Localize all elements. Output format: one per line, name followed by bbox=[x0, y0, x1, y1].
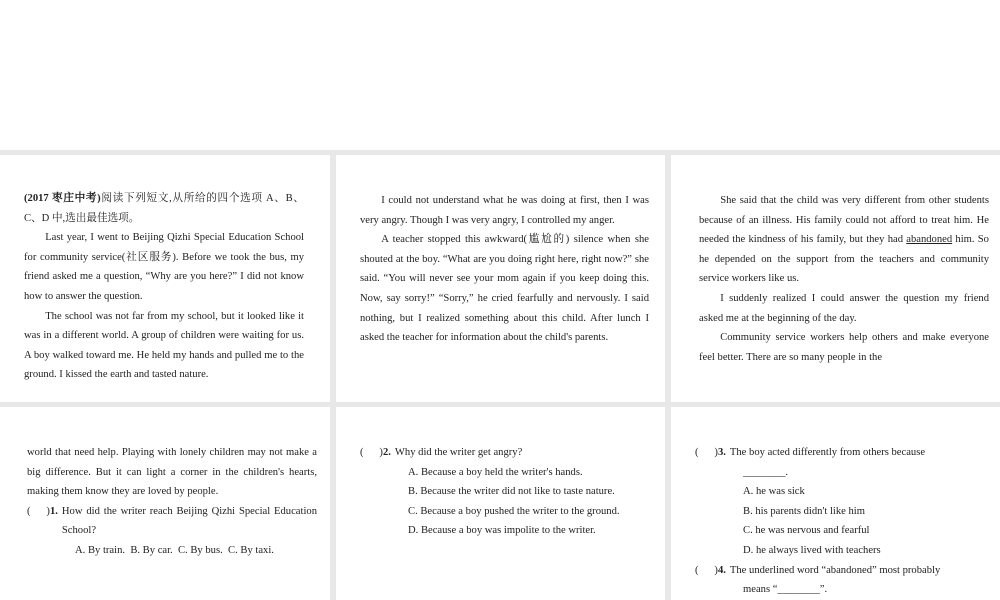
paragraph: I could not understand what he was doing at first, then I was very angry. Though I was very angry, I controlled my anger. bbox=[360, 195, 649, 226]
panel-question-2 bbox=[336, 407, 665, 600]
question-text: The underlined word “abandoned” most probably bbox=[729, 564, 941, 576]
text-segment: She said that the child was very different from other students because of an illness. His family could not afford to treat him. He needed the kindness of his family, but they had bbox=[699, 195, 989, 246]
answer-paren[interactable]: ( ) bbox=[360, 447, 383, 458]
question-number: 4. bbox=[717, 564, 726, 576]
paragraph: Last year, I went to Beijing Qizhi Special Education School for community service(社区服务). Before we took the bus, my friend asked me a question, “Why are you here?” I did not know how to answer the question. bbox=[24, 232, 304, 302]
paragraph: The school was not far from my school, but it looked like it was in a different world. A group of children were waiting for us. A boy walked toward me. He held my hands and pulled me to the ground. I kissed the earth and tasted nature. bbox=[24, 310, 304, 381]
question-number: 2. bbox=[382, 447, 391, 458]
passage-instruction bbox=[24, 189, 304, 228]
question-4 bbox=[695, 561, 986, 581]
paragraph: Community service workers help others and make everyone feel better. There are so many people in the bbox=[699, 332, 989, 363]
question-text: Why did the writer get angry? bbox=[394, 447, 523, 458]
panel-passage-end-q1 bbox=[0, 407, 330, 600]
paragraph: I suddenly realized I could answer the question my friend asked me at the beginning of the day. bbox=[699, 292, 989, 324]
exam-source: (2017 枣庄中考) bbox=[24, 193, 101, 204]
option-c: C. Because a boy pushed the writer to the ground. bbox=[408, 505, 620, 517]
option-c: C. he was nervous and fearful bbox=[743, 525, 870, 537]
paragraph bbox=[699, 191, 989, 289]
panel-passage-part2 bbox=[336, 155, 665, 402]
answer-paren[interactable]: ( ) bbox=[27, 505, 50, 517]
question-2 bbox=[360, 443, 649, 463]
option-b: B. Because the writer did not like to taste nature. bbox=[408, 486, 615, 498]
q4-continuation: means “________”. bbox=[743, 584, 828, 596]
instruction-text: 阅读下列短文,从所给的四个选项 A、B、C、D 中,选出最佳选项。 bbox=[24, 193, 304, 224]
question-1 bbox=[27, 502, 317, 541]
q3-blank: ________. bbox=[743, 466, 789, 478]
question-text: How did the writer reach Beijing Qizhi Special Education School? bbox=[61, 505, 317, 537]
panel-passage-part1 bbox=[0, 155, 330, 402]
answer-paren[interactable]: ( ) bbox=[695, 564, 718, 576]
option-d: D. Because a boy was impolite to the writer. bbox=[408, 525, 596, 537]
top-blank-area bbox=[0, 0, 1000, 150]
question-number: 3. bbox=[717, 447, 726, 458]
text-segment: him. So he depended on the support from the teachers and community service workers like us. bbox=[699, 234, 989, 285]
paragraph: A teacher stopped this awkward(尴尬的) silence when she shouted at the boy. “What are you doing right here, right now?” she said. “You will never see your mom again if you keep doing this. Now, say sorry!” “Sorry,” he cried fearfully and nervously. I said nothing, but I realized something about this child. After lunch I asked the teacher for information about the child's parents. bbox=[360, 234, 649, 344]
question-3 bbox=[695, 443, 986, 463]
paragraph: world that need help. Playing with lonely children may not make a big difference. But it can light a corner in the children's hearts, making them know they are loved by people. bbox=[27, 447, 317, 498]
option-d: D. he always lived with teachers bbox=[743, 544, 881, 556]
panel-questions-3-4 bbox=[671, 407, 1000, 600]
question-text: The boy acted differently from others because bbox=[729, 447, 926, 458]
answer-paren[interactable]: ( ) bbox=[695, 447, 718, 458]
underlined-word: abandoned bbox=[906, 234, 953, 246]
question-number: 1. bbox=[49, 505, 58, 517]
option-b: B. his parents didn't like him bbox=[743, 505, 865, 517]
q1-options: A. By train. B. By car. C. By bus. C. By taxi. bbox=[75, 544, 274, 556]
option-a: A. Because a boy held the writer's hands. bbox=[408, 466, 583, 478]
option-a: A. he was sick bbox=[743, 486, 805, 498]
panel-passage-part3 bbox=[671, 155, 1000, 402]
